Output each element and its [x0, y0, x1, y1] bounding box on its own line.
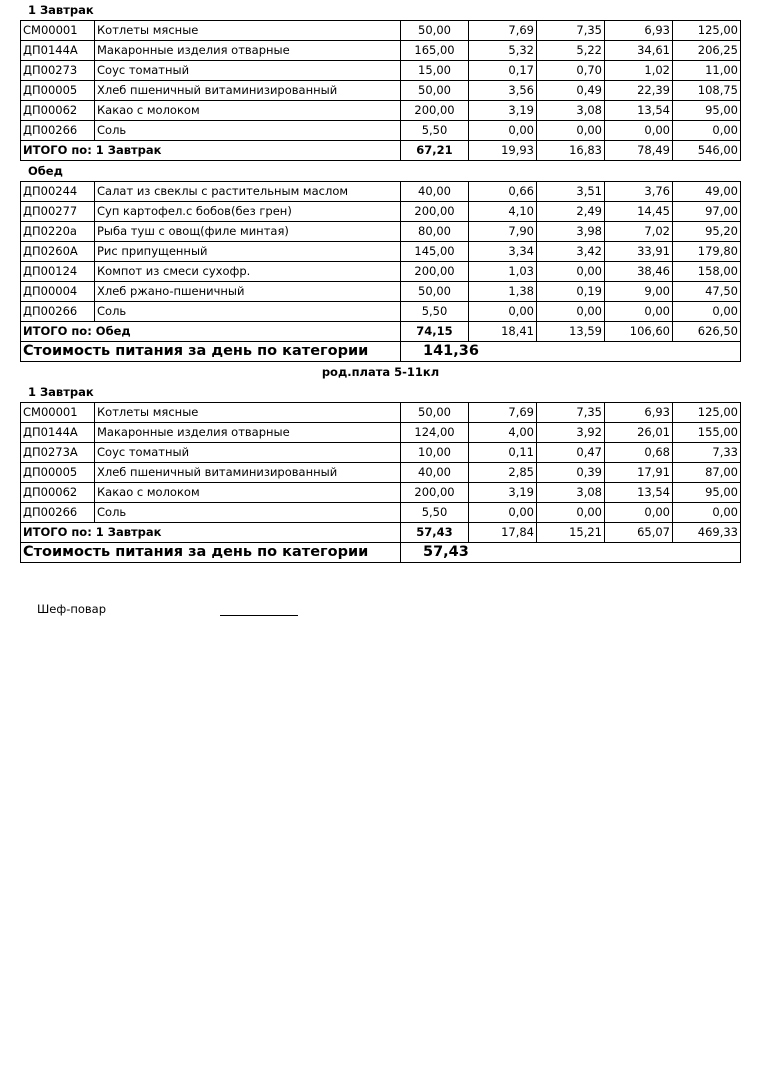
proteins: 2,85 — [469, 463, 537, 483]
fats: 7,35 — [537, 21, 605, 41]
dish-name: Соль — [95, 302, 401, 322]
portion-weight: 50,00 — [401, 81, 469, 101]
portion-weight: 200,00 — [401, 101, 469, 121]
table-row — [21, 423, 741, 443]
total-carbs: 78,49 — [605, 141, 673, 161]
proteins: 7,69 — [469, 403, 537, 423]
portion-weight: 50,00 — [401, 21, 469, 41]
proteins: 0,17 — [469, 61, 537, 81]
total-calories: 469,33 — [673, 523, 741, 543]
calories: 125,00 — [673, 21, 741, 41]
dish-code: ДП0144А — [21, 41, 95, 61]
portion-weight: 200,00 — [401, 202, 469, 222]
dish-name: Компот из смеси сухофр. — [95, 262, 401, 282]
table-row — [21, 443, 741, 463]
portion-weight: 50,00 — [401, 282, 469, 302]
signature-label: Шеф-повар — [37, 602, 107, 616]
dish-code: ДП00277 — [21, 202, 95, 222]
carbs: 34,61 — [605, 41, 673, 61]
total-label: ИТОГО по: 1 Завтрак — [21, 141, 401, 161]
total-proteins: 19,93 — [469, 141, 537, 161]
calories: 49,00 — [673, 182, 741, 202]
carbs: 33,91 — [605, 242, 673, 262]
dish-name: Соус томатный — [95, 443, 401, 463]
total-carbs: 65,07 — [605, 523, 673, 543]
dish-code: ДП00266 — [21, 121, 95, 141]
calories: 179,80 — [673, 242, 741, 262]
calories: 108,75 — [673, 81, 741, 101]
dish-name: Макаронные изделия отварные — [95, 423, 401, 443]
table-row — [21, 242, 741, 262]
total-row — [21, 141, 741, 161]
calories: 95,20 — [673, 222, 741, 242]
fats: 0,00 — [537, 503, 605, 523]
subtitle-parent-pay: род.плата 5-11кл — [321, 365, 440, 379]
calories: 155,00 — [673, 423, 741, 443]
calories: 87,00 — [673, 463, 741, 483]
daily-cost-label: Стоимость питания за день по категории — [21, 543, 401, 563]
total-fats: 15,21 — [537, 523, 605, 543]
fats: 5,22 — [537, 41, 605, 61]
carbs: 0,68 — [605, 443, 673, 463]
dish-code: ДП00266 — [21, 503, 95, 523]
fats: 3,92 — [537, 423, 605, 443]
table-row — [21, 282, 741, 302]
calories: 125,00 — [673, 403, 741, 423]
calories: 158,00 — [673, 262, 741, 282]
fats: 0,70 — [537, 61, 605, 81]
total-proteins: 17,84 — [469, 523, 537, 543]
dish-code: ДП0273А — [21, 443, 95, 463]
dish-name: Макаронные изделия отварные — [95, 41, 401, 61]
daily-cost-value: 57,43 — [401, 543, 741, 563]
carbs: 3,76 — [605, 182, 673, 202]
proteins: 3,19 — [469, 483, 537, 503]
proteins: 0,11 — [469, 443, 537, 463]
dish-code: ДП00005 — [21, 81, 95, 101]
proteins: 1,38 — [469, 282, 537, 302]
total-calories: 546,00 — [673, 141, 741, 161]
total-row — [21, 322, 741, 342]
total-fats: 13,59 — [537, 322, 605, 342]
section-table — [20, 181, 741, 362]
daily-cost-label: Стоимость питания за день по категории — [21, 342, 401, 362]
table-row — [21, 182, 741, 202]
dish-name: Суп картофел.с бобов(без грен) — [95, 202, 401, 222]
calories: 95,00 — [673, 101, 741, 121]
section-title: 1 Завтрак — [28, 3, 94, 17]
portion-weight: 80,00 — [401, 222, 469, 242]
carbs: 0,00 — [605, 503, 673, 523]
portion-weight: 40,00 — [401, 463, 469, 483]
dish-code: ДП00005 — [21, 463, 95, 483]
total-calories: 626,50 — [673, 322, 741, 342]
total-proteins: 18,41 — [469, 322, 537, 342]
proteins: 0,00 — [469, 302, 537, 322]
fats: 0,39 — [537, 463, 605, 483]
daily-cost-row — [21, 342, 741, 362]
dish-name: Хлеб пшеничный витаминизированный — [95, 81, 401, 101]
menu-document — [20, 0, 741, 563]
total-cost: 74,15 — [401, 322, 469, 342]
portion-weight: 145,00 — [401, 242, 469, 262]
dish-name: Котлеты мясные — [95, 21, 401, 41]
calories: 95,00 — [673, 483, 741, 503]
portion-weight: 40,00 — [401, 182, 469, 202]
table-row — [21, 21, 741, 41]
portion-weight: 5,50 — [401, 121, 469, 141]
fats: 3,51 — [537, 182, 605, 202]
dish-name: Хлеб ржано-пшеничный — [95, 282, 401, 302]
table-row — [21, 403, 741, 423]
dish-code: ДП00124 — [21, 262, 95, 282]
dish-code: ДП00062 — [21, 101, 95, 121]
dish-name: Соль — [95, 121, 401, 141]
proteins: 7,69 — [469, 21, 537, 41]
dish-code: ДП00273 — [21, 61, 95, 81]
table-row — [21, 61, 741, 81]
fats: 0,00 — [537, 121, 605, 141]
carbs: 6,93 — [605, 21, 673, 41]
calories: 47,50 — [673, 282, 741, 302]
carbs: 22,39 — [605, 81, 673, 101]
proteins: 1,03 — [469, 262, 537, 282]
dish-name: Рыба туш с овощ(филе минтая) — [95, 222, 401, 242]
calories: 0,00 — [673, 503, 741, 523]
section-title: Обед — [28, 164, 63, 178]
proteins: 3,34 — [469, 242, 537, 262]
total-cost: 67,21 — [401, 141, 469, 161]
portion-weight: 200,00 — [401, 483, 469, 503]
fats: 0,00 — [537, 302, 605, 322]
portion-weight: 165,00 — [401, 41, 469, 61]
carbs: 0,00 — [605, 302, 673, 322]
table-row — [21, 463, 741, 483]
section-table — [20, 20, 741, 161]
carbs: 38,46 — [605, 262, 673, 282]
portion-weight: 15,00 — [401, 61, 469, 81]
table-row — [21, 41, 741, 61]
calories: 0,00 — [673, 302, 741, 322]
carbs: 13,54 — [605, 483, 673, 503]
calories: 0,00 — [673, 121, 741, 141]
dish-code: ДП0260А — [21, 242, 95, 262]
portion-weight: 200,00 — [401, 262, 469, 282]
daily-cost-row — [21, 543, 741, 563]
carbs: 17,91 — [605, 463, 673, 483]
portion-weight: 5,50 — [401, 302, 469, 322]
fats: 2,49 — [537, 202, 605, 222]
table-row — [21, 101, 741, 121]
dish-code: ДП00062 — [21, 483, 95, 503]
fats: 3,08 — [537, 483, 605, 503]
carbs: 7,02 — [605, 222, 673, 242]
signature-line — [220, 615, 298, 616]
total-cost: 57,43 — [401, 523, 469, 543]
carbs: 1,02 — [605, 61, 673, 81]
proteins: 3,19 — [469, 101, 537, 121]
proteins: 5,32 — [469, 41, 537, 61]
table-row — [21, 222, 741, 242]
total-carbs: 106,60 — [605, 322, 673, 342]
portion-weight: 5,50 — [401, 503, 469, 523]
carbs: 6,93 — [605, 403, 673, 423]
dish-name: Салат из свеклы с растительным маслом — [95, 182, 401, 202]
fats: 0,19 — [537, 282, 605, 302]
daily-cost-value: 141,36 — [401, 342, 741, 362]
total-label: ИТОГО по: 1 Завтрак — [21, 523, 401, 543]
table-row — [21, 202, 741, 222]
table-row — [21, 81, 741, 101]
dish-code: ДП00004 — [21, 282, 95, 302]
dish-code: СМ00001 — [21, 403, 95, 423]
fats: 0,49 — [537, 81, 605, 101]
table-row — [21, 302, 741, 322]
carbs: 9,00 — [605, 282, 673, 302]
dish-code: СМ00001 — [21, 21, 95, 41]
carbs: 13,54 — [605, 101, 673, 121]
dish-name: Какао с молоком — [95, 483, 401, 503]
fats: 0,00 — [537, 262, 605, 282]
section-title: 1 Завтрак — [28, 385, 94, 399]
dish-code: ДП00244 — [21, 182, 95, 202]
section-table — [20, 402, 741, 563]
fats: 3,08 — [537, 101, 605, 121]
proteins: 4,00 — [469, 423, 537, 443]
fats: 3,98 — [537, 222, 605, 242]
proteins: 0,00 — [469, 503, 537, 523]
proteins: 0,00 — [469, 121, 537, 141]
dish-name: Какао с молоком — [95, 101, 401, 121]
dish-code: ДП0144А — [21, 423, 95, 443]
total-label: ИТОГО по: Обед — [21, 322, 401, 342]
dish-name: Котлеты мясные — [95, 403, 401, 423]
fats: 0,47 — [537, 443, 605, 463]
calories: 11,00 — [673, 61, 741, 81]
portion-weight: 50,00 — [401, 403, 469, 423]
dish-code: ДП0220а — [21, 222, 95, 242]
fats: 3,42 — [537, 242, 605, 262]
total-row — [21, 523, 741, 543]
fats: 7,35 — [537, 403, 605, 423]
table-row — [21, 503, 741, 523]
dish-name: Соль — [95, 503, 401, 523]
table-row — [21, 121, 741, 141]
dish-code: ДП00266 — [21, 302, 95, 322]
proteins: 0,66 — [469, 182, 537, 202]
portion-weight: 10,00 — [401, 443, 469, 463]
proteins: 7,90 — [469, 222, 537, 242]
portion-weight: 124,00 — [401, 423, 469, 443]
carbs: 0,00 — [605, 121, 673, 141]
dish-name: Рис припущенный — [95, 242, 401, 262]
carbs: 14,45 — [605, 202, 673, 222]
carbs: 26,01 — [605, 423, 673, 443]
total-fats: 16,83 — [537, 141, 605, 161]
calories: 97,00 — [673, 202, 741, 222]
dish-name: Хлеб пшеничный витаминизированный — [95, 463, 401, 483]
calories: 7,33 — [673, 443, 741, 463]
block-parent-pay — [20, 382, 741, 563]
table-row — [21, 483, 741, 503]
dish-name: Соус томатный — [95, 61, 401, 81]
block-main — [20, 0, 741, 362]
calories: 206,25 — [673, 41, 741, 61]
proteins: 4,10 — [469, 202, 537, 222]
proteins: 3,56 — [469, 81, 537, 101]
table-row — [21, 262, 741, 282]
